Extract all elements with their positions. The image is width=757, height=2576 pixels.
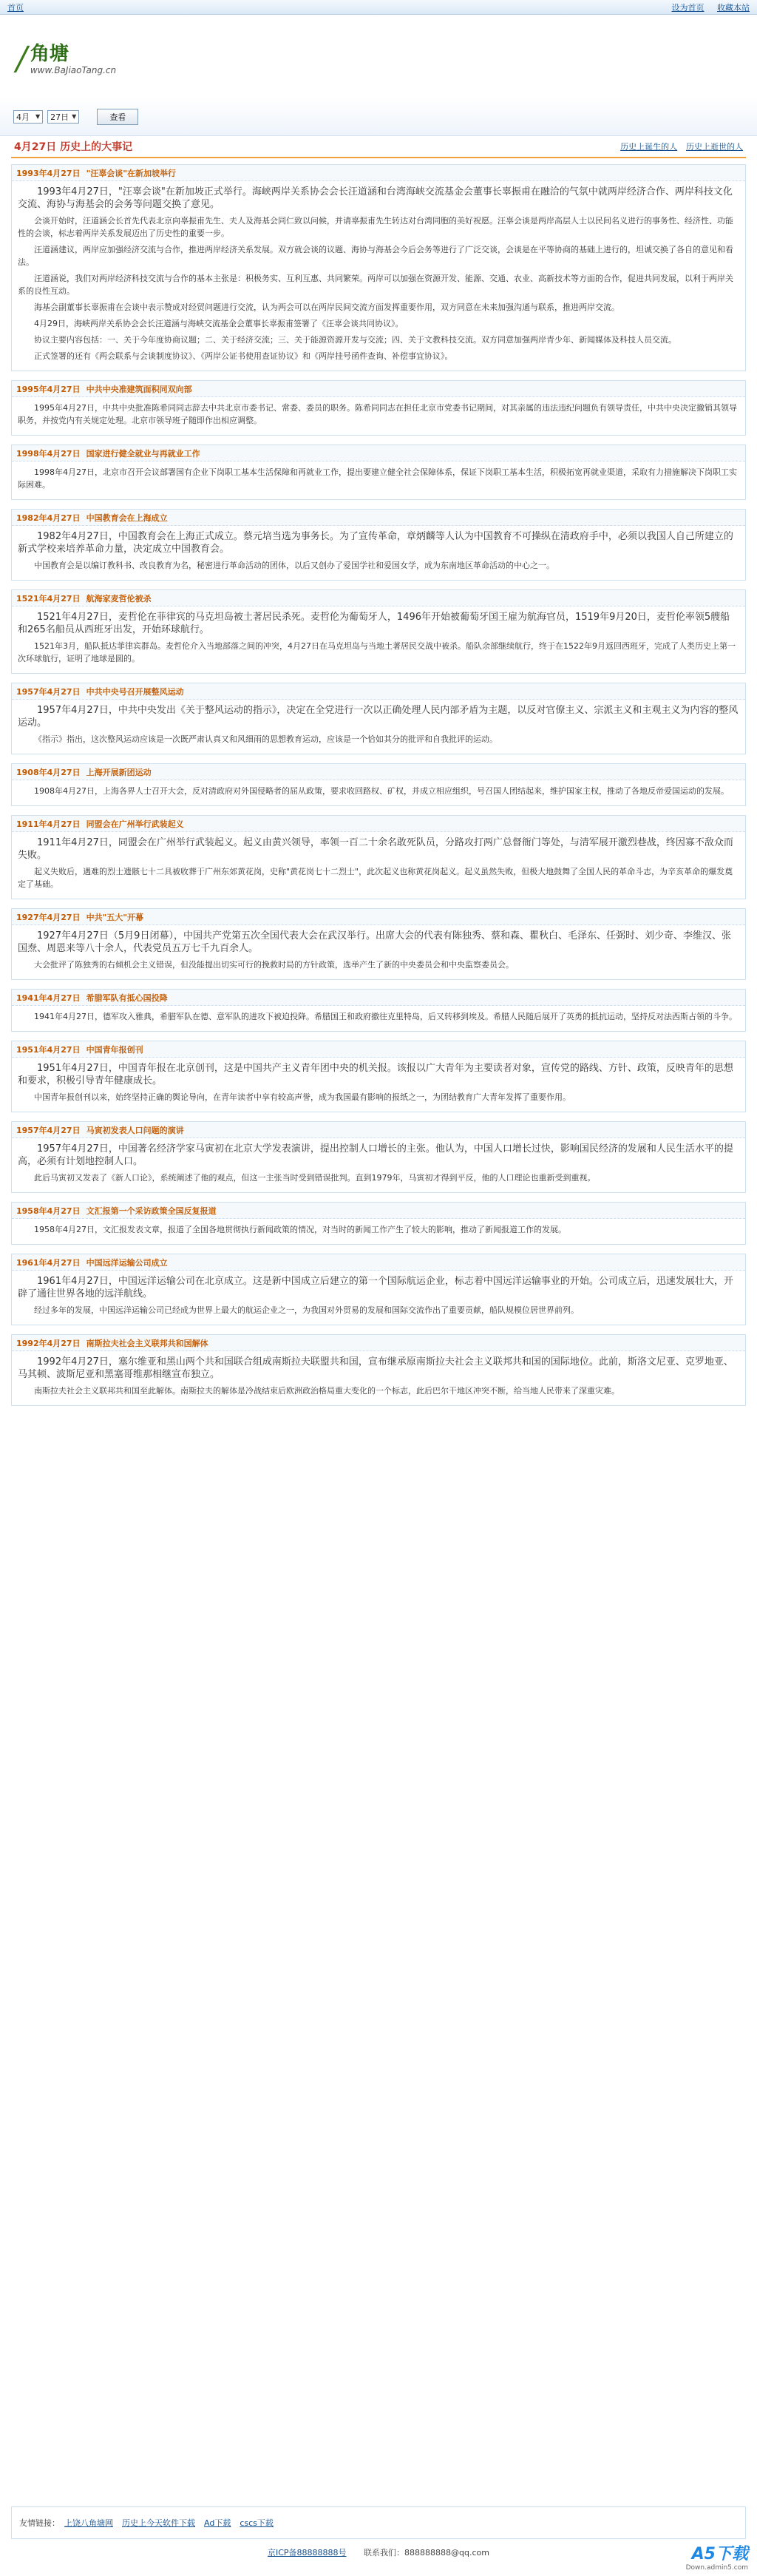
event-header bbox=[12, 1254, 745, 1271]
event-paragraph: 1908年4月27日，上海各界人士召开大会，反对清政府对外国侵略者的屈从政策，要求收回路权、矿权，并成立相应组织，号召国人团结起来，维护国家主权，推动了各地反帝爱国运动的发展。 bbox=[34, 786, 729, 796]
event-date: 1958年4月27日 bbox=[16, 1206, 81, 1216]
event-body bbox=[12, 1351, 745, 1405]
footer bbox=[11, 2506, 746, 2558]
event-title: 中共"五大"开幕 bbox=[86, 912, 144, 922]
event-paragraph: 1521年4月27日，麦哲伦在菲律宾的马克坦岛被土著居民杀死。麦哲伦为葡萄牙人，1496年开始被葡萄牙国王雇为航海官员，1519年9月20日，麦哲伦率领5艘船和265名船员从西班牙出发，开始环球航行。 bbox=[18, 612, 730, 635]
contact-text: 联系我们：888888888@qq.com bbox=[364, 2548, 489, 2558]
event-item bbox=[11, 1121, 746, 1193]
watermark bbox=[686, 2541, 748, 2572]
event-title: 国家进行健全就业与再就业工作 bbox=[86, 448, 200, 459]
event-item bbox=[11, 1041, 746, 1112]
event-date: 1992年4月27日 bbox=[16, 1338, 81, 1348]
event-body bbox=[12, 1006, 745, 1031]
event-date: 1961年4月27日 bbox=[16, 1257, 81, 1268]
logo-url: www.BaJiaoTang.cn bbox=[30, 65, 117, 75]
event-paragraph: 1957年4月27日，中国著名经济学家马寅初在北京大学发表演讲，提出控制人口增长的主张。他认为，中国人口增长过快，影响国民经济的发展和人民生活水平的提高，必须有计划地控制人口。 bbox=[18, 1143, 733, 1167]
event-paragraph: 1998年4月27日，北京市召开会议部署国有企业下岗职工基本生活保障和再就业工作，提出要建立健全社会保障体系，保证下岗职工基本生活，积极拓宽再就业渠道，采取有力措施解决下岗职工实际困难。 bbox=[18, 467, 737, 490]
event-paragraph: 会谈开始时，汪道涵会长首先代表北京向辜振甫先生、夫人及海基会同仁致以问候，并请辜振甫先生转达对台湾同胞的美好祝愿。汪辜会谈是两岸高层人士以民间名义进行的事务性、经济性、功能性的会谈，标志着两岸关系发展迈出了历史性的重要一步。 bbox=[18, 216, 733, 238]
event-title: 中国青年报创刊 bbox=[86, 1044, 143, 1055]
event-date: 1521年4月27日 bbox=[16, 593, 81, 604]
event-date: 1941年4月27日 bbox=[16, 993, 81, 1003]
icp-link[interactable]: 京ICP备88888888号 bbox=[268, 2548, 347, 2558]
event-body bbox=[12, 832, 745, 899]
event-title: 中共中央号召开展整风运动 bbox=[86, 686, 184, 697]
event-header bbox=[12, 1122, 745, 1138]
event-paragraph: 1961年4月27日，中国远洋运输公司在北京成立。这是新中国成立后建立的第一个国际航运企业，标志着中国远洋运输事业的开始。公司成立后，迅速发展壮大，开辟了通往世界各地的远洋航线。 bbox=[18, 1276, 733, 1299]
event-body bbox=[12, 462, 745, 499]
site-logo[interactable] bbox=[16, 40, 117, 78]
event-paragraph: 1927年4月27日（5月9日闭幕），中国共产党第五次全国代表大会在武汉举行。出席大会的代表有陈独秀、蔡和森、瞿秋白、毛泽东、任弼时、刘少奇、李维汉、张国焘、周恩来等八十余人，代表党员五万七千九百余人。 bbox=[18, 930, 731, 954]
friend-link[interactable]: 历史上今天软件下载 bbox=[122, 2518, 195, 2528]
event-body bbox=[12, 397, 745, 435]
event-item bbox=[11, 1254, 746, 1325]
bookmark-link[interactable]: 收藏本站 bbox=[717, 2, 750, 13]
event-title: 中共中央准建筑面积同双向部 bbox=[86, 384, 192, 394]
event-body bbox=[12, 700, 745, 754]
view-button[interactable]: 查看 bbox=[97, 109, 138, 125]
event-list bbox=[11, 164, 746, 1406]
home-link[interactable]: 首页 bbox=[7, 2, 24, 13]
event-title: 中国教育会在上海成立 bbox=[86, 513, 168, 523]
event-item bbox=[11, 815, 746, 899]
event-date: 1993年4月27日 bbox=[16, 168, 81, 178]
event-body bbox=[12, 1058, 745, 1112]
event-date: 1957年4月27日 bbox=[16, 1125, 81, 1135]
event-body bbox=[12, 1138, 745, 1192]
event-date: 1911年4月27日 bbox=[16, 819, 81, 829]
event-title: 中国远洋运输公司成立 bbox=[86, 1257, 168, 1268]
event-paragraph: 1951年4月27日，中国青年报在北京创刊，这是中国共产主义青年团中央的机关报。该报以广大青年为主要读者对象，宣传党的路线、方针、政策，反映青年的思想和要求，积极引导青年健康成长。 bbox=[18, 1063, 733, 1086]
event-title: 希腊军队有抵心国投降 bbox=[86, 993, 168, 1003]
event-item bbox=[11, 908, 746, 980]
month-select[interactable]: 4月 ▼ bbox=[13, 110, 43, 124]
watermark-brand: A5下载 bbox=[691, 2545, 748, 2563]
main-content bbox=[11, 136, 746, 1415]
event-paragraph: 1941年4月27日，德军攻入雅典，希腊军队在德、意军队的进攻下被迫投降。希腊国王和政府撤往克里特岛，后又转移到埃及。希腊人民随后展开了英勇的抵抗运动，坚持反对法西斯占领的斗争。 bbox=[34, 1012, 737, 1021]
header bbox=[0, 15, 757, 98]
event-paragraph: 1911年4月27日，同盟会在广州举行武装起义。起义由黄兴领导，率领一百二十余名敢死队员，分路攻打两广总督衙门等处，与清军展开激烈巷战，终因寡不敌众而失败。 bbox=[18, 837, 733, 861]
event-paragraph: 4月29日，海峡两岸关系协会会长汪道涵与海峡交流基金会董事长辜振甫签署了《汪辜会谈共同协议》。 bbox=[34, 319, 404, 328]
event-header bbox=[12, 1203, 745, 1219]
event-paragraph: 大会批评了陈独秀的右倾机会主义错误，但没能提出切实可行的挽救时局的方针政策，选举产生了新的中央委员会和中央监察委员会。 bbox=[34, 960, 514, 970]
event-date: 1927年4月27日 bbox=[16, 912, 81, 922]
event-paragraph: 汪道涵说，我们对两岸经济科技交流与合作的基本主张是：积极务实、互利互惠、共同繁荣。两岸可以加强在资源开发、能源、交通、农业、高新技术等方面的合作，促进共同发展，以利于两岸关系的良性互动。 bbox=[18, 274, 733, 296]
event-paragraph: 正式签署的还有《两会联系与会谈制度协议》、《两岸公证书使用查证协议》和《两岸挂号函件查询、补偿事宜协议》。 bbox=[34, 351, 453, 361]
event-body bbox=[12, 181, 745, 371]
event-paragraph: 中国青年报创刊以来，始终坚持正确的舆论导向，在青年读者中享有较高声誉，成为我国最有影响的报纸之一，为团结教育广大青年发挥了重要作用。 bbox=[34, 1092, 571, 1102]
event-paragraph: 1982年4月27日，中国教育会在上海正式成立。蔡元培当选为事务长。为了宣传革命，章炳麟等人认为中国教育不可操纵在清政府手中，必须以我国人自己所建立的新式学校来培养革命力量，决定成立中国教育会。 bbox=[18, 531, 733, 555]
event-body bbox=[12, 1271, 745, 1325]
event-header bbox=[12, 165, 745, 181]
event-date: 1957年4月27日 bbox=[16, 686, 81, 697]
event-paragraph: 此后马寅初又发表了《新人口论》，系统阐述了他的观点，但这一主张当时受到错误批判。直到1979年，马寅初才得到平反，他的人口理论也重新受到重视。 bbox=[34, 1173, 596, 1183]
chevron-down-icon: ▼ bbox=[72, 113, 77, 120]
page-title: 4月27日 历史上的大事记 bbox=[14, 141, 133, 153]
event-header bbox=[12, 445, 745, 462]
event-title: 马寅初发表人口问题的演讲 bbox=[86, 1125, 184, 1135]
event-paragraph: 协议主要内容包括：一、关于今年度协商议题；二、关于经济交流；三、关于能源资源开发与交流；四、关于文教科技交流。双方同意加强两岸青少年、新闻媒体及科技人员交流。 bbox=[34, 335, 676, 345]
event-header bbox=[12, 1335, 745, 1351]
event-paragraph: 1995年4月27日，中共中央批准陈希同同志辞去中共北京市委书记、常委、委员的职务。陈希同同志在担任北京市党委书记期间，对其亲属的违法违纪问题负有领导责任，中共中央决定撤销其领导职务，并按党内有关规定处理。北京市领导班子随即作出相应调整。 bbox=[18, 403, 737, 425]
logo-slash-icon: / bbox=[16, 40, 27, 78]
event-paragraph: 南斯拉夫社会主义联邦共和国至此解体。南斯拉夫的解体是冷战结束后欧洲政治格局重大变化的一个标志，此后巴尔干地区冲突不断，给当地人民带来了深重灾难。 bbox=[34, 1386, 619, 1396]
watermark-site: Down.admin5.com bbox=[685, 2564, 748, 2572]
event-body bbox=[12, 780, 745, 805]
event-header bbox=[12, 990, 745, 1006]
event-title: 同盟会在广州举行武装起义 bbox=[86, 819, 184, 829]
event-item bbox=[11, 380, 746, 436]
event-header bbox=[12, 816, 745, 832]
event-item bbox=[11, 589, 746, 674]
event-item bbox=[11, 989, 746, 1032]
top-links bbox=[662, 1, 750, 13]
friend-link[interactable]: Ad下载 bbox=[204, 2518, 231, 2528]
event-header bbox=[12, 510, 745, 526]
copyright bbox=[11, 2539, 746, 2558]
event-item bbox=[11, 444, 746, 500]
event-item bbox=[11, 1334, 746, 1406]
event-date: 1995年4月27日 bbox=[16, 384, 81, 394]
event-header bbox=[12, 683, 745, 700]
event-date: 1982年4月27日 bbox=[16, 513, 81, 523]
event-item bbox=[11, 1202, 746, 1245]
event-title: 上海开展新团运动 bbox=[86, 767, 152, 777]
event-paragraph: 《指示》指出，这次整风运动应该是一次既严肃认真又和风细雨的思想教育运动，应该是一个恰如其分的批评和自我批评的运动。 bbox=[34, 734, 498, 744]
chevron-down-icon: ▼ bbox=[35, 113, 41, 120]
died-link[interactable]: 历史上逝世的人 bbox=[686, 142, 743, 152]
friend-links: 友情链接： 上饶八角塘网 历史上今天软件下载 Ad下载 cscs下载 bbox=[11, 2506, 746, 2539]
event-body bbox=[12, 606, 745, 673]
event-header bbox=[12, 764, 745, 780]
event-paragraph: 经过多年的发展，中国远洋运输公司已经成为世界上最大的航运企业之一，为我国对外贸易的发展和国际交流作出了重要贡献，船队规模位居世界前列。 bbox=[34, 1305, 579, 1315]
event-header bbox=[12, 381, 745, 397]
day-select[interactable]: 27日 ▼ bbox=[47, 110, 79, 124]
event-body bbox=[12, 925, 745, 979]
event-paragraph: 1521年3月，船队抵达菲律宾群岛。麦哲伦介入当地部落之间的冲突，4月27日在马克坦岛与当地土著居民交战中被杀。船队余部继续航行，终于在1522年9月返回西班牙，完成了人类历史上第一次环球航行，证明了地球是圆的。 bbox=[18, 641, 736, 663]
event-item bbox=[11, 683, 746, 754]
event-date: 1998年4月27日 bbox=[16, 448, 81, 459]
event-header bbox=[12, 909, 745, 925]
event-paragraph: 海基会副董事长辜振甫在会谈中表示赞成对经贸问题进行交流，认为两会可以在两岸民间交流方面发挥重要作用，双方同意在未来加强沟通与联系，推进两岸交流。 bbox=[34, 302, 619, 312]
event-paragraph: 1992年4月27日，塞尔维亚和黑山两个共和国联合组成南斯拉夫联盟共和国，宣布继承原南斯拉夫社会主义联邦共和国的国际地位。此前，斯洛文尼亚、克罗地亚、马其顿、波斯尼亚和黑塞哥维那相继宣布独立。 bbox=[18, 1356, 733, 1380]
event-date: 1908年4月27日 bbox=[16, 767, 81, 777]
page-title-bar bbox=[11, 136, 746, 158]
date-picker-bar bbox=[0, 98, 757, 136]
event-paragraph: 1958年4月27日，文汇报发表文章，报道了全国各地贯彻执行新闻政策的情况，对当时的新闻工作产生了较大的影响，推动了新闻报道工作的发展。 bbox=[34, 1225, 566, 1234]
friend-link[interactable]: 上饶八角塘网 bbox=[64, 2518, 113, 2528]
friend-link[interactable]: cscs下载 bbox=[240, 2518, 274, 2528]
event-item bbox=[11, 164, 746, 371]
set-homepage-link[interactable]: 设为首页 bbox=[671, 2, 705, 13]
event-date: 1951年4月27日 bbox=[16, 1044, 81, 1055]
top-bar bbox=[0, 0, 757, 15]
event-body bbox=[12, 526, 745, 580]
event-title: "汪辜会谈"在新加坡举行 bbox=[86, 168, 177, 178]
event-body bbox=[12, 1219, 745, 1244]
event-item bbox=[11, 509, 746, 581]
event-paragraph: 汪道涵建议，两岸应加强经济交流与合作，推进两岸经济关系发展。双方就会谈的议题、海协与海基会今后会务等进行了广泛交谈，会谈是在平等协商的基础上进行的，坦诚交换了各自的意见和看法。 bbox=[18, 245, 733, 267]
event-paragraph: 中国教育会是以编订教科书、改良教育为名，秘密进行革命活动的团体，以后又创办了爱国学社和爱国女学，成为东南地区革命活动的中心之一。 bbox=[34, 561, 554, 570]
event-paragraph: 1993年4月27日，"汪辜会谈"在新加坡正式举行。海峡两岸关系协会会长汪道涵和台湾海峡交流基金会董事长辜振甫在融洽的气氛中就两岸经济合作、两岸科技文化交流、海协与海基会的会务等问题交换了意见。 bbox=[18, 186, 733, 210]
event-paragraph: 起义失败后，遇难的烈士遗骸七十二具被收葬于广州东郊黄花岗，史称"黄花岗七十二烈士"，此次起义也称黄花岗起义。起义虽然失败，但极大地鼓舞了全国人民的革命斗志，为辛亥革命的爆发奠定了基础。 bbox=[18, 867, 733, 889]
event-title: 文汇报第一个采访政策全国反复报道 bbox=[86, 1206, 217, 1216]
logo-name: 角塘 bbox=[30, 43, 69, 65]
born-link[interactable]: 历史上诞生的人 bbox=[620, 142, 678, 152]
event-title: 航海家麦哲伦被杀 bbox=[86, 593, 152, 604]
event-header bbox=[12, 1041, 745, 1058]
event-item bbox=[11, 763, 746, 806]
event-header bbox=[12, 590, 745, 606]
event-paragraph: 1957年4月27日，中共中央发出《关于整风运动的指示》，决定在全党进行一次以正确处理人民内部矛盾为主题，以反对官僚主义、宗派主义和主观主义为内容的整风运动。 bbox=[18, 705, 739, 728]
event-title: 南斯拉夫社会主义联邦共和国解体 bbox=[86, 1338, 208, 1348]
